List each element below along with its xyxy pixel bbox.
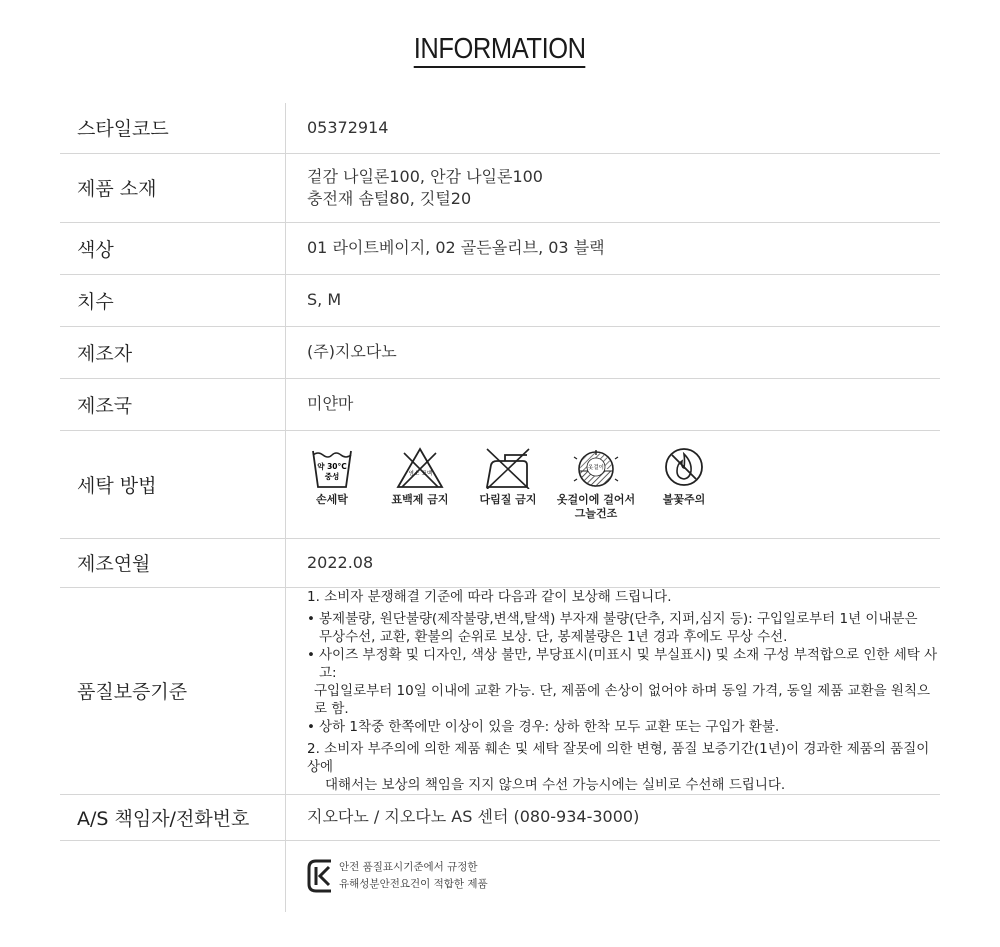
color-value: 01 라이트베이지, 02 골든올리브, 03 블랙 (286, 222, 941, 274)
kc-label-empty (60, 840, 286, 912)
material-value (286, 153, 941, 222)
quality-bullet-2b: 구입일로부터 10일 이내에 교환 가능. 단, 제품에 손상이 없어야 하며 동일 가격, 동일 제품 교환을 원칙으로 함. (314, 682, 931, 717)
quality-label: 품질보증기준 (60, 587, 286, 794)
no-bleach-inner-1: 염소 (408, 471, 420, 477)
row-color (60, 222, 940, 274)
no-iron-caption: 다림질 금지 (479, 493, 537, 506)
hand-wash-caption: 손세탁 (316, 493, 348, 506)
care-hand-wash (288, 447, 376, 507)
row-material (60, 153, 940, 222)
color-label: 색상 (60, 222, 286, 274)
care-fire-caution (640, 447, 728, 507)
style-code-label: 스타일코드 (60, 103, 286, 153)
care-hang-dry (552, 447, 640, 521)
country-label: 제조국 (60, 378, 286, 430)
page-title-wrap (0, 32, 1000, 68)
information-table (60, 103, 940, 912)
page-title: INFORMATION (414, 32, 586, 68)
care-no-bleach (376, 447, 464, 507)
washing-label: 세탁 방법 (60, 430, 286, 538)
quality-value (286, 587, 941, 794)
no-bleach-icon (395, 447, 445, 489)
kc-line-1: 안전 품질표시기준에서 규정한 (339, 861, 478, 874)
as-contact-label: A/S 책임자/전화번호 (60, 794, 286, 840)
kc-certification-icon (307, 857, 333, 895)
no-bleach-caption: 표백제 금지 (391, 493, 449, 506)
quality-item-2a: 2. 소비자 부주의에 의한 제품 훼손 및 세탁 잘못에 의한 변형, 품질 보증기간(1년)이 경과한 제품의 품질이상에 (307, 740, 930, 775)
row-style-code (60, 103, 940, 153)
quality-bullet-3 (307, 718, 940, 736)
hang-dry-inner: 옷걸이 (588, 465, 604, 471)
maker-label: 제조자 (60, 326, 286, 378)
quality-bullet-1 (307, 610, 940, 646)
quality-text (307, 588, 940, 794)
kc-text (339, 859, 488, 893)
date-label: 제조연월 (60, 538, 286, 587)
maker-value: (주)지오다노 (286, 326, 941, 378)
quality-bullet-3-text: • 상하 1착중 한쪽에만 이상이 있을 경우: 상하 한착 모두 교환 또는 구입가 환불. (319, 718, 780, 735)
fire-caution-caption: 불꽃주의 (662, 493, 706, 506)
row-country (60, 378, 940, 430)
material-label: 제품 소재 (60, 153, 286, 222)
hang-dry-shade-icon (572, 447, 620, 489)
no-iron-icon (483, 447, 533, 489)
row-date (60, 538, 940, 587)
care-icons (288, 447, 940, 521)
quality-item-2b: 대해서는 보상의 책임을 지지 않으며 수선 가능시에는 실비로 수선해 드립니다. (325, 776, 786, 793)
hand-wash-inner-1: 약 30°C (317, 462, 347, 471)
fire-caution-icon (661, 447, 707, 489)
washing-value (286, 430, 941, 538)
material-line-2: 충전재 솜털80, 깃털20 (307, 188, 472, 208)
material-line-1: 겉감 나일론100, 안감 나일론100 (307, 166, 543, 186)
care-no-iron (464, 447, 552, 507)
date-value: 2022.08 (286, 538, 941, 587)
kc-value (286, 840, 941, 912)
quality-bullet-2 (307, 646, 940, 718)
hand-wash-icon (310, 447, 354, 489)
row-size (60, 274, 940, 326)
as-contact-value: 지오다노 / 지오다노 AS 센터 (080-934-3000) (286, 794, 941, 840)
kc-mark-block (307, 857, 940, 895)
quality-bullet-1b: 무상수선, 교환, 환불의 순위로 보상. 단, 봉제불량은 1년 경과 후에도 무상 수선. (319, 628, 788, 645)
row-maker (60, 326, 940, 378)
quality-bullet-1a: • 봉제불량, 원단불량(제작불량,변색,탈색) 부자재 불량(단추, 지퍼,심지 등): 구입일로부터 1년 이내분은 (319, 610, 918, 627)
row-as-contact (60, 794, 940, 840)
country-value: 미얀마 (286, 378, 941, 430)
quality-bullet-2a: • 사이즈 부정확 및 디자인, 색상 불만, 부당표시(미표시 및 부실표시) 및 소재 구성 부적합으로 인한 세탁 사고: (319, 646, 938, 681)
size-value: S, M (286, 274, 941, 326)
hand-wash-inner-2: 중성 (324, 472, 340, 481)
style-code-value: 05372914 (286, 103, 941, 153)
row-quality (60, 587, 940, 794)
kc-line-2: 유해성분안전요건이 적합한 제품 (339, 878, 488, 891)
row-kc (60, 840, 940, 912)
quality-item-1: 1. 소비자 분쟁해결 기준에 따라 다음과 같이 보상해 드립니다. (307, 588, 672, 605)
row-washing (60, 430, 940, 538)
hang-dry-caption: 옷걸이에 걸어서 그늘건조 (556, 493, 636, 520)
size-label: 치수 (60, 274, 286, 326)
no-bleach-inner-2: 표백 (421, 471, 433, 477)
